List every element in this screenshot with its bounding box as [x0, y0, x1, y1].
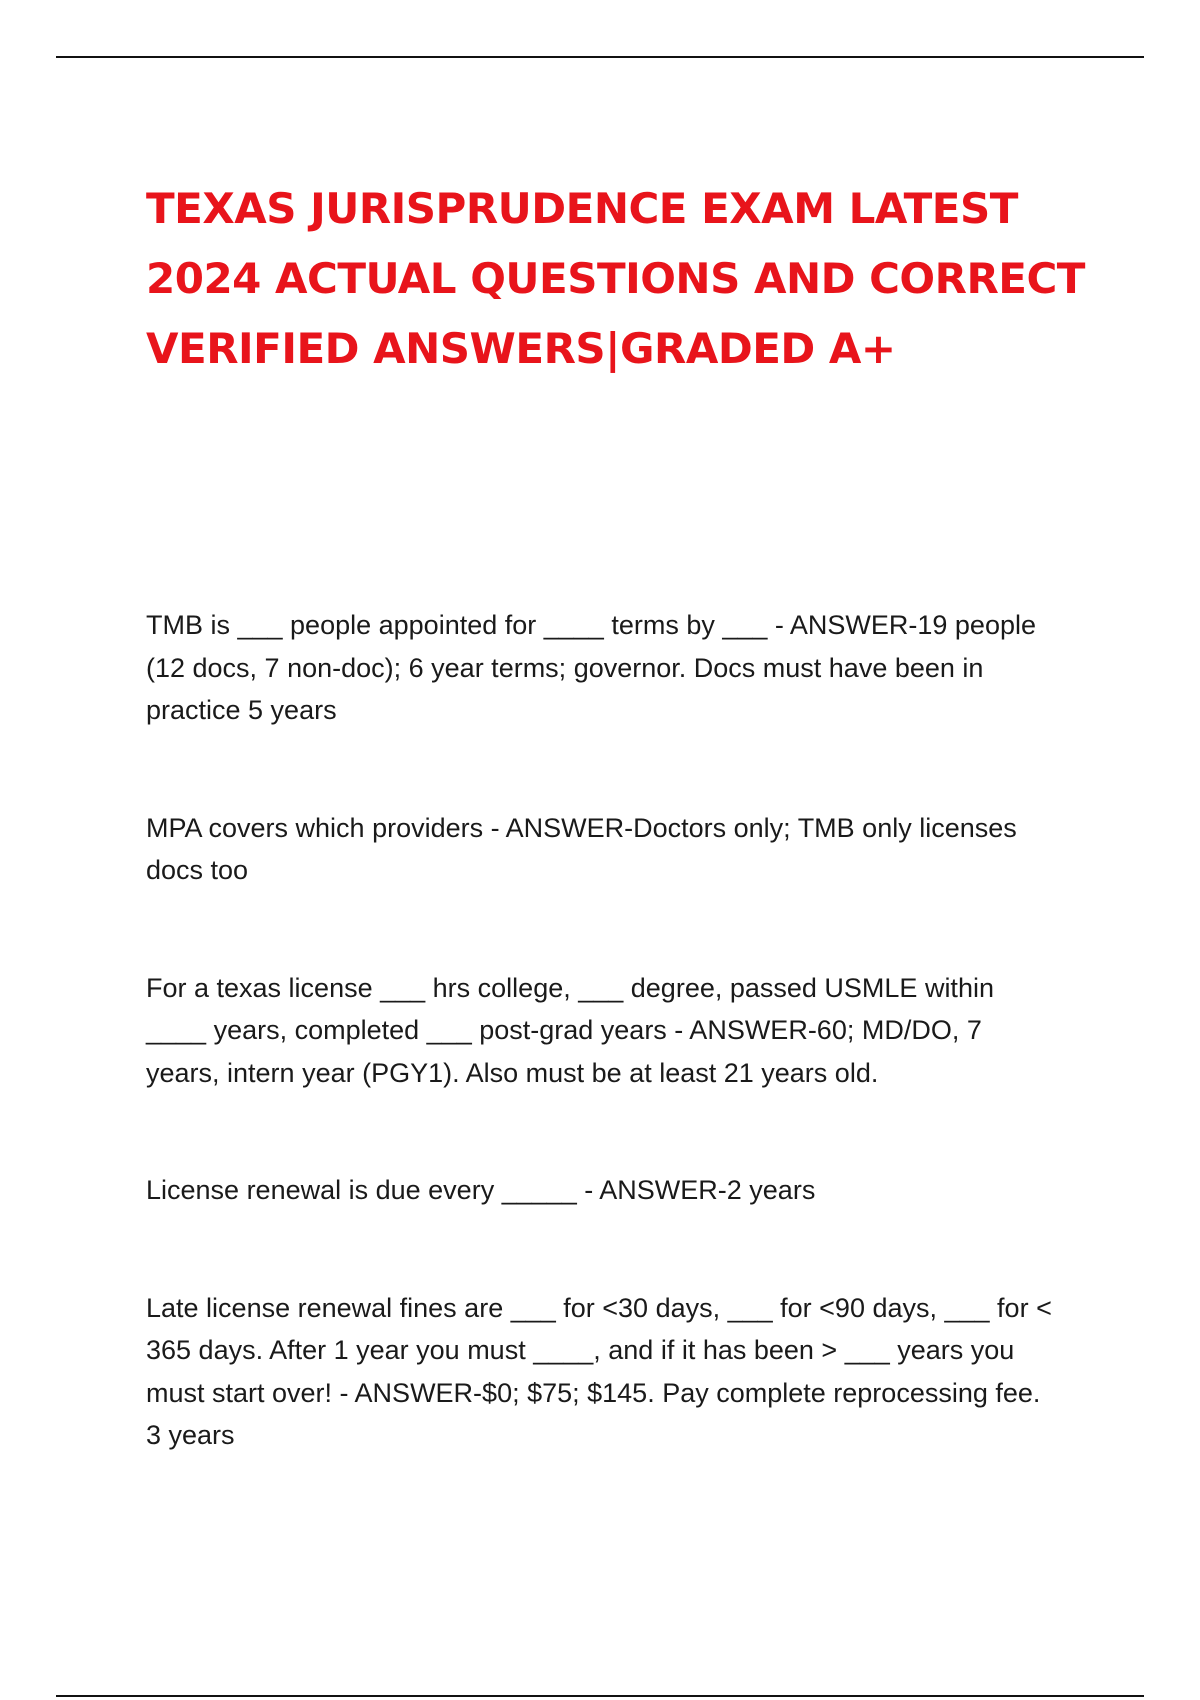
- qa-item-4: License renewal is due every _____ - ANSWER-2 years: [146, 1175, 816, 1205]
- qa-list: [146, 604, 1056, 1457]
- page-title: TEXAS JURISPRUDENCE EXAM LATEST 2024 ACTUAL QUESTIONS AND CORRECT VERIFIED ANSWERS|GRADED A+: [146, 184, 1085, 374]
- footer-rule: [56, 1695, 1144, 1697]
- qa-item-3: For a texas license ___ hrs college, ___ degree, passed USMLE within ____ years, completed ___ post-grad years - ANSWER-60; MD/DO, 7 years, intern year (PGY1). Also must be at least 21 years old.: [146, 972, 994, 1088]
- header-rule: [56, 56, 1144, 58]
- qa-item-2: MPA covers which providers - ANSWER-Doctors only; TMB only licenses docs too: [146, 812, 1017, 885]
- qa-item-5: Late license renewal fines are ___ for <30 days, ___ for <90 days, ___ for < 365 days. After 1 year you must ____, and if it has been > ___ years you must start over! - ANSWER-$0; $75; $145. Pay complete reprocessing fee. 3 years: [146, 1292, 1052, 1450]
- qa-item-1: TMB is ___ people appointed for ____ terms by ___ - ANSWER-19 people (12 docs, 7 non-doc); 6 year terms; governor. Docs must have been in practice 5 years: [146, 610, 1036, 725]
